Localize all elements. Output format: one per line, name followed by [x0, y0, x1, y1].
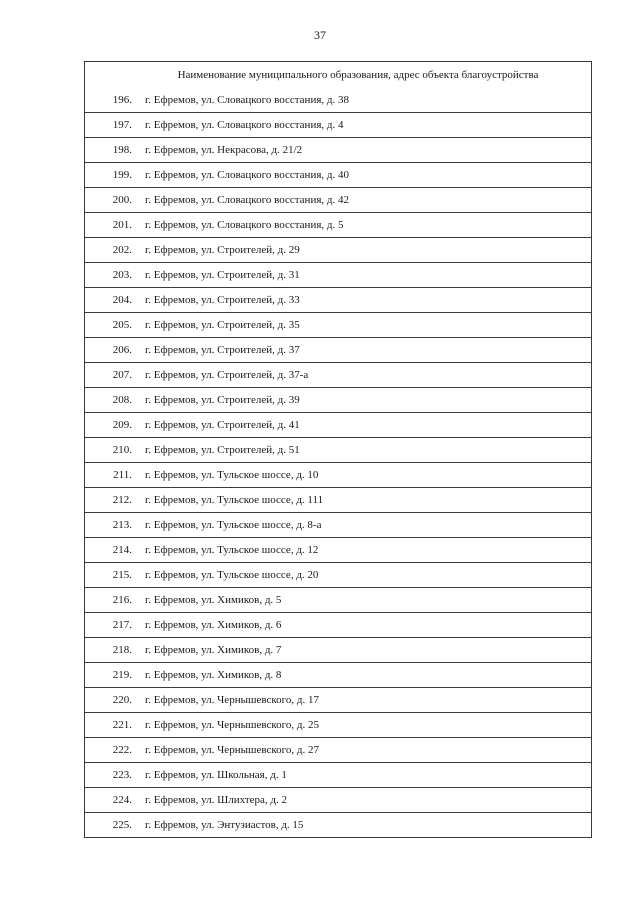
row-number: 196. [112, 93, 132, 106]
table-row [85, 637, 591, 662]
table-row [85, 412, 591, 437]
table-row [85, 162, 591, 187]
row-number: 223. [112, 769, 132, 781]
table-row [85, 87, 591, 112]
row-address: г. Ефремов, ул. Словацкого восстания, д. 5 [145, 219, 344, 231]
table-row [85, 437, 591, 462]
row-number: 215. [112, 569, 132, 581]
table-row [85, 512, 591, 537]
row-address: г. Ефремов, ул. Некрасова, д. 21/2 [145, 144, 303, 156]
address-table [84, 61, 592, 838]
table-row [85, 787, 591, 812]
table-row [85, 362, 591, 387]
row-address: г. Ефремов, ул. Строителей, д. 31 [145, 269, 300, 281]
row-number: 213. [112, 519, 132, 531]
row-address: г. Ефремов, ул. Энтузиастов, д. 15 [145, 819, 304, 831]
row-address: г. Ефремов, ул. Строителей, д. 37-а [145, 369, 309, 381]
table-row [85, 487, 591, 512]
table-row [85, 337, 591, 362]
row-number: 218. [112, 644, 132, 656]
row-number: 200. [112, 194, 132, 206]
table-row [85, 587, 591, 612]
row-number: 203. [112, 269, 132, 281]
row-address: г. Ефремов, ул. Строителей, д. 51 [145, 444, 300, 456]
row-address: г. Ефремов, ул. Чернышевского, д. 17 [145, 694, 319, 706]
table-row [85, 812, 591, 837]
table-row [85, 612, 591, 637]
table-row [85, 687, 591, 712]
row-number: 212. [112, 494, 132, 506]
row-number: 208. [112, 394, 132, 406]
row-number: 211. [113, 469, 132, 481]
row-number: 220. [112, 694, 132, 706]
row-address: г. Ефремов, ул. Тульское шоссе, д. 111 [145, 494, 324, 506]
row-address: г. Ефремов, ул. Строителей, д. 29 [145, 244, 300, 256]
row-number: 207. [112, 369, 132, 381]
table-row [85, 237, 591, 262]
row-address: г. Ефремов, ул. Тульское шоссе, д. 12 [145, 544, 319, 556]
row-address: г. Ефремов, ул. Химиков, д. 5 [145, 594, 282, 606]
row-number: 222. [112, 744, 132, 756]
table-row [85, 187, 591, 212]
row-number: 199. [112, 169, 132, 181]
row-address: г. Ефремов, ул. Словацкого восстания, д. 40 [145, 169, 349, 181]
row-address: г. Ефремов, ул. Шлихтера, д. 2 [145, 794, 288, 806]
row-address: г. Ефремов, ул. Чернышевского, д. 25 [145, 719, 319, 731]
row-number: 202. [112, 244, 132, 256]
page-number: 37 [314, 28, 326, 42]
row-number: 217. [112, 619, 132, 631]
row-address: г. Ефремов, ул. Строителей, д. 39 [145, 394, 300, 406]
row-address: г. Ефремов, ул. Химиков, д. 7 [145, 644, 282, 656]
row-address: г. Ефремов, ул. Школьная, д. 1 [145, 769, 287, 781]
row-address: г. Ефремов, ул. Химиков, д. 6 [145, 619, 282, 631]
row-number: 206. [112, 344, 132, 356]
table-row [85, 287, 591, 312]
table-row [85, 312, 591, 337]
row-address: г. Ефремов, ул. Тульское шоссе, д. 20 [145, 569, 319, 581]
table-row [85, 537, 591, 562]
table-row [85, 112, 591, 137]
table-row [85, 762, 591, 787]
row-address: г. Ефремов, ул. Тульское шоссе, д. 10 [145, 469, 319, 481]
row-number: 221. [112, 719, 132, 731]
row-address: г. Ефремов, ул. Чернышевского, д. 27 [145, 744, 319, 756]
row-address: г. Ефремов, ул. Строителей, д. 35 [145, 319, 300, 331]
row-number: 219. [112, 669, 132, 681]
table-row [85, 562, 591, 587]
table-row [85, 137, 591, 162]
row-number: 216. [112, 594, 132, 606]
row-number: 214. [112, 544, 132, 556]
row-number: 209. [112, 419, 132, 431]
row-number: 205. [112, 319, 132, 331]
table-row [85, 712, 591, 737]
table-row [85, 662, 591, 687]
table-header: Наименование муниципального образования, адрес объекта благоустройства [177, 68, 539, 81]
row-address: г. Ефремов, ул. Строителей, д. 33 [145, 294, 300, 306]
row-number: 198. [112, 144, 132, 156]
row-number: 204. [112, 294, 132, 306]
table-row [85, 212, 591, 237]
row-address: г. Ефремов, ул. Строителей, д. 41 [145, 419, 300, 431]
row-number: 225. [112, 819, 132, 831]
table-row [85, 462, 591, 487]
row-address: г. Ефремов, ул. Словацкого восстания, д. 4 [145, 119, 344, 131]
row-address: г. Ефремов, ул. Тульское шоссе, д. 8-а [145, 519, 322, 531]
table-row [85, 387, 591, 412]
row-address: г. Ефремов, ул. Словацкого восстания, д. 38 [145, 93, 349, 106]
row-number: 224. [112, 794, 132, 806]
row-number: 197. [112, 119, 132, 131]
table-row [85, 262, 591, 287]
row-address: г. Ефремов, ул. Строителей, д. 37 [145, 344, 300, 356]
row-number: 210. [112, 444, 132, 456]
row-number: 201. [112, 219, 132, 231]
table-row [85, 737, 591, 762]
row-address: г. Ефремов, ул. Словацкого восстания, д. 42 [145, 194, 349, 206]
row-address: г. Ефремов, ул. Химиков, д. 8 [145, 669, 282, 681]
